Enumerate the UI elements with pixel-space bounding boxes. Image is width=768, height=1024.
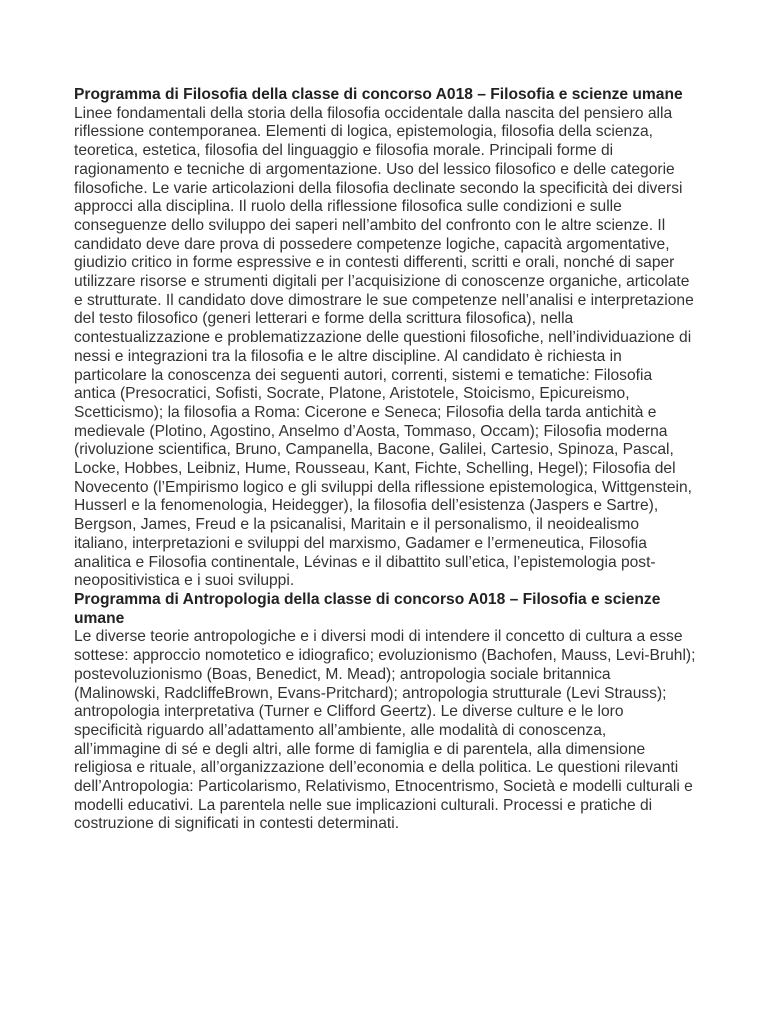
section-body-antropologia: Le diverse teorie antropologiche e i diversi modi di intendere il concetto di cultura a esse sottese: approccio nomotetico e idiografico; evoluzionismo (Bachofen, Mauss, Levi-Bruhl); postevoluzionismo (Boas, Benedict, M. Mead); antropologia sociale britannica (Malinowski, RadcliffeBrown, Evans-Pritchard); antropologia strutturale (Levi Strauss); antropologia interpretativa (Turner e Clifford Geertz). Le diverse culture e le loro specificità riguardo all’adattamento all’ambiente, alle modalità di conoscenza, all’immagine di sé e degli altri, alle forme di famiglia e di parentela, alla dimensione religiosa e rituale, all’organizzazione dell’economia e della politica. Le questioni rilevanti dell’Antropologia: Particolarismo, Relativismo, Etnocentrismo, Società e modelli culturali e modelli educativi. La parentela nelle sue implicazioni culturali. Processi e pratiche di costruzione di significati in contesti determinati. bbox=[74, 628, 696, 833]
document-content bbox=[74, 86, 696, 834]
section-body-filosofia: Linee fondamentali della storia della filosofia occidentale dalla nascita del pensiero alla riflessione contemporanea. Elementi di logica, epistemologia, filosofia della scienza, teoretica, estetica, filosofia del linguaggio e filosofia morale. Principali forme di ragionamento e tecniche di argomentazione. Uso del lessico filosofico e delle categorie filosofiche. Le varie articolazioni della filosofia declinate secondo la specificità dei diversi approcci alla disciplina. Il ruolo della riflessione filosofica sulle condizioni e sulle conseguenze dello sviluppo dei saperi nell’ambito del confronto con le altre scienze. Il candidato deve dare prova di possedere competenze logiche, capacità argomentative, giudizio critico in forme espressive e in contesti differenti, scritti e orali, nonché di saper utilizzare risorse e strumenti digitali per l’acquisizione di conoscenze organiche, articolate e strutturate. Il candidato dove dimostrare le sue competenze nell’analisi e interpretazione del testo filosofico (generi letterari e forme della scrittura filosofica), nella contestualizzazione e problematizzazione delle questioni filosofiche, nell’individuazione di nessi e integrazioni tra la filosofia e le altre discipline. Al candidato è richiesta in particolare la conoscenza dei seguenti autori, correnti, sistemi e tematiche: Filosofia antica (Presocratici, Sofisti, Socrate, Platone, Aristotele, Stoicismo, Epicureismo, Scetticismo); la filosofia a Roma: Cicerone e Seneca; Filosofia della tarda antichità e medievale (Plotino, Agostino, Anselmo d’Aosta, Tommaso, Occam); Filosofia moderna (rivoluzione scientifica, Bruno, Campanella, Bacone, Galilei, Cartesio, Spinoza, Pascal, Locke, Hobbes, Leibniz, Hume, Rousseau, Kant, Fichte, Schelling, Hegel); Filosofia del Novecento (l’Empirismo logico e gli sviluppi della riflessione epistemologica, Wittgenstein, Husserl e la fenomenologia, Heidegger), la filosofia dell’esistenza (Jaspers e Sartre), Bergson, James, Freud e la psicanalisi, Maritain e il personalismo, il neoidealismo italiano, interpretazioni e sviluppi del marxismo, Gadamer e l’ermeneutica, Filosofia analitica e Filosofia continentale, Lévinas e il dibattito sull’etica, l’epistemologia post-neopositivistica e i suoi sviluppi. bbox=[74, 104, 694, 590]
section-title-antropologia: Programma di Antropologia della classe di concorso A018 – Filosofia e scienze umane bbox=[74, 590, 661, 627]
section-title-filosofia: Programma di Filosofia della classe di concorso A018 – Filosofia e scienze umane bbox=[74, 86, 683, 103]
